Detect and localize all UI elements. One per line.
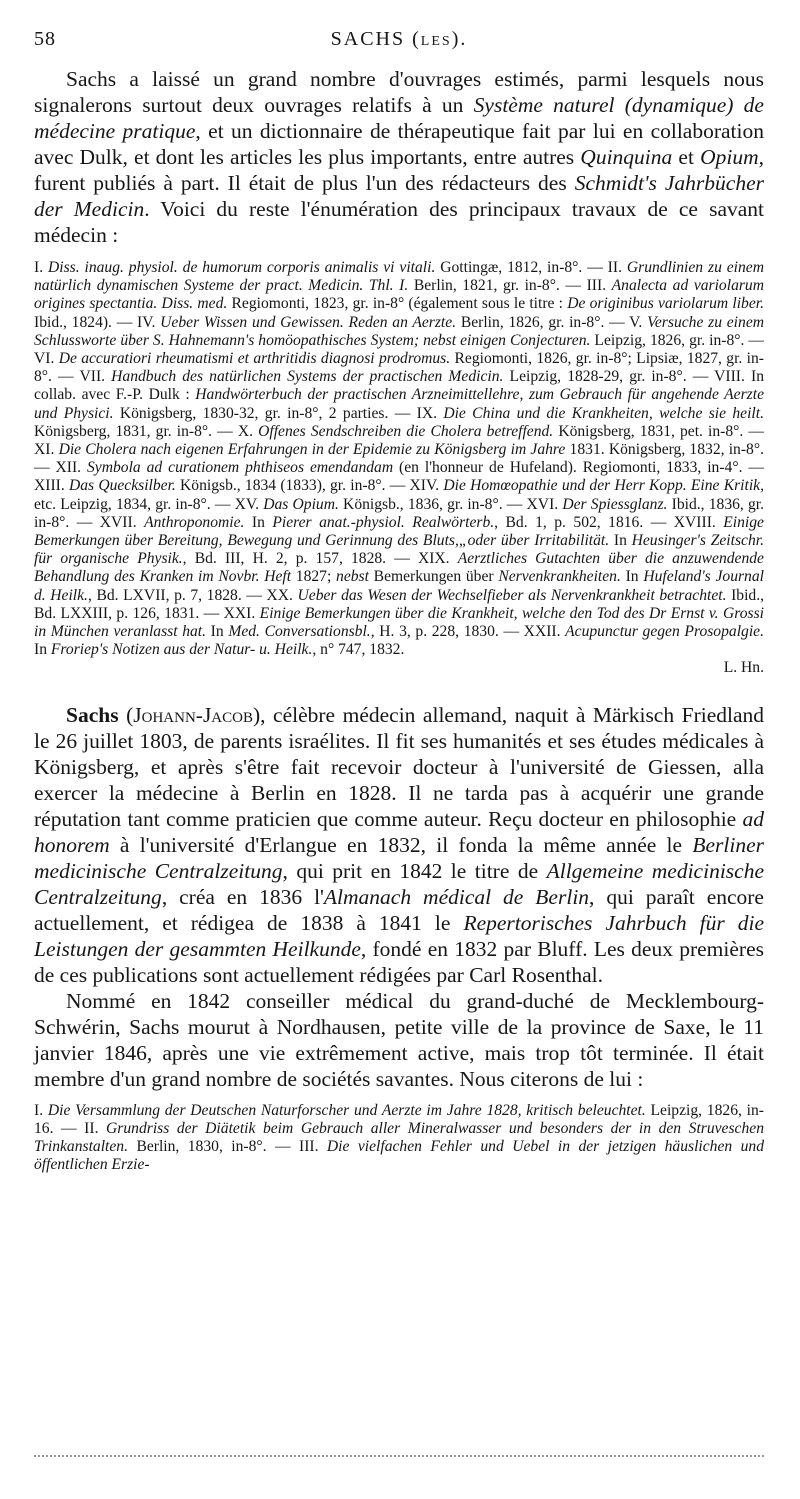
work-title: Allgemeine medicinische Centralzeitung: [34, 858, 764, 909]
page-header: [34, 0, 764, 58]
text-run: Leipzig, 1826, in-16. — II.: [34, 1101, 764, 1137]
work-title: Quinquina: [580, 145, 673, 169]
work-title: Grundriss der Diätetik beim Gebrauch aller Mineralwasser und besonders der in den Struveschen Trinkanstalten.: [34, 1119, 764, 1156]
text-run: In: [620, 568, 644, 586]
work-title: Der Spiessglanz.: [562, 495, 668, 513]
work-title: Acupunctur gegen Prosopalgie.: [565, 623, 764, 641]
work-title: Die Cholera nach eigenen Erfahrungen in der Epidemie zu Königsberg im Jahre: [58, 441, 566, 459]
work-title: Système naturel (dynamique) de médecine pratique: [34, 93, 764, 143]
work-title: Nervenkrankheiten.: [498, 568, 621, 586]
work-title: Grundlinien zu einem natürlich dynamischen Systeme der pract. Medicin. Thl. I.: [34, 259, 764, 295]
work-title: Anthroponomie.: [144, 513, 245, 531]
page-number: 58: [34, 28, 56, 50]
work-title: Hufeland's Journal d. Heilk.: [34, 568, 764, 604]
text-run: Gottingæ, 1812, in-8°. — II.: [435, 259, 627, 276]
text-run: Regiomonti, 1826, gr. in-8°; Lipsiæ, 1827, gr. in-8°. — VII.: [34, 350, 764, 386]
text-run: 1831. Königsberg, 1832, in-8°. — XII.: [34, 441, 764, 477]
text-run: , Bd. LXVII, p. 7, 1828. — XX.: [87, 586, 298, 604]
text-run: Ibid., 1824). — IV.: [34, 313, 161, 331]
work-title: Heusinger's Zeitschr. für organische Physik.: [34, 532, 764, 568]
work-title: Analecta ad variolarum origines spectantia. Diss. med.: [34, 277, 764, 313]
work-title: nebst: [336, 568, 369, 586]
text-run: Königsberg, 1831, pet. in-8°. — XI.: [34, 422, 764, 459]
running-head-name: SACHS: [330, 28, 406, 50]
work-title: Versuche zu einem Schlussworte über S. Hahnemann's homöopathisches System; nebst einigen Conjecturen.: [34, 313, 764, 349]
text-run: , furent publiés à part. Il était de plus l'un des rédacteurs des: [34, 145, 764, 195]
text-run: Berlin, 1830, in-8°. — III.: [128, 1138, 327, 1156]
entry1-paragraph: [34, 66, 764, 248]
text-run: et: [672, 145, 701, 169]
work-title: Med. Conversationsbl.: [228, 623, 371, 641]
work-title: Froriep's Notizen aus der Natur- u. Heilk.: [50, 641, 313, 659]
text-run: (en l'honneur de Hufeland). Regiomonti, 1833, in-4°. — XIII.: [34, 459, 764, 495]
text-run: In: [609, 532, 632, 550]
text-run: . Voici du reste l'énumération des principaux travaux de ce savant médecin :: [34, 197, 765, 247]
text-run: Leipzig, 1826, gr. in-8°. — VI.: [34, 331, 764, 368]
work-title: Aerztliches Gutachten über die anzuwendende Behandlung des Kranken im Novbr. Heft: [34, 550, 764, 586]
text-run: à l'université d'Erlangue en 1832, il fonda la même année le: [109, 832, 693, 857]
work-title: Einige Bemerkungen über die Krankheit, welche den Tod des Dr Ernst v. Grossi in München veranlasst hat.: [34, 604, 764, 641]
text-run: , qui paraît encore actuellement, et rédigea de 1838 à 1841 le: [34, 884, 764, 935]
text-run: Ibid., Bd. LXXIII, p. 126, 1831. — XXI.: [34, 586, 764, 622]
author-signature: L. Hn.: [723, 659, 764, 677]
text-run: Sachs a laissé un grand nombre d'ouvrages estimés, parmi lesquels nous signalerons surtout deux ouvrages relatifs à un: [34, 67, 764, 117]
text-run: Königsb., 1836, gr. in-8°. — XVI.: [338, 495, 563, 513]
entry1-bibliography: [34, 259, 764, 659]
work-title: Ueber das Wesen der Wechselfieber als Nervenkrankheit betrachtet.: [297, 586, 727, 604]
work-title: Die Versammlung der Deutschen Naturforscher und Aerzte im Jahre 1828, kritisch beleuchtet.: [47, 1101, 646, 1119]
text-run: Berlin, 1821, gr. in-8°. — III.: [408, 277, 612, 295]
work-title: Berliner medicinische Centralzeitung: [34, 832, 764, 883]
work-title: Die vielfachen Fehler und Uebel in der jetzigen häuslichen und öffentlichen Erzie-: [34, 1138, 764, 1174]
text-run: , créa en 1836 l': [161, 884, 324, 909]
text-run: Königsb., 1834 (1833), gr. in-8°. — XIV.: [175, 477, 444, 495]
work-title: Handwörterbuch der practischen Arzneimittellehre, zum Gebrauch für angehende Aerzte und Physici.: [34, 386, 764, 422]
text-run: Königsberg, 1831, gr. in-8°. — X.: [34, 422, 259, 440]
text-run: , et un dictionnaire de thérapeutique fait par lui en collaboration avec Dulk, et dont les articles les plus importants, entre autres: [34, 119, 765, 169]
text-run: I.: [34, 259, 48, 276]
text-run: , Bd. III, H. 2, p. 157, 1828. — XIX.: [182, 550, 458, 568]
work-title: Das Quecksilber.: [68, 477, 176, 495]
text-run: , célèbre médecin allemand, naquit à Märkisch Friedland le 26 juillet 1803, de parents israélites. Il fit ses humanités et ses études médicales à Königsberg, et après s'être fait recevoir docteur à l'université de Giessen, alla exercer la médecine à Berlin en 1828. Il ne tarda pas à acquérir une grande réputation tant comme praticien que comme auteur. Reçu docteur en philosophie: [34, 702, 765, 831]
work-title: Offenes Sendschreiben die Cholera betreffend.: [258, 422, 554, 440]
work-title: Handbuch des natürlichen Systems der practischen Medicin.: [111, 368, 504, 386]
work-title: Schmidt's Jahrbücher der Medicin: [34, 171, 764, 221]
emphasis: ad honorem: [34, 806, 764, 857]
entry2-bibliography: [34, 1102, 764, 1175]
page-footer-rule: [34, 1455, 764, 1457]
work-title: De accuratiori rheumatismi et arthritidis diagnosi prodromus.: [58, 350, 451, 368]
text-run: , H. 3, p. 228, 1830. — XXII.: [370, 623, 566, 641]
running-head: SACHS (LES).: [330, 28, 468, 50]
text-run: Berlin, 1826, gr. in-8°. — V.: [456, 313, 648, 331]
work-title: Opium: [700, 145, 759, 169]
work-title: Almanach médical de Berlin: [323, 884, 590, 909]
work-title: Die Homœopathie und der Herr Kopp. Eine Kritik,: [443, 477, 764, 495]
entry2-paragraph-2: Nommé en 1842 conseiller médical du grand-duché de Mecklembourg-Schwérin, Sachs mourut à Nordhausen, petite ville de la province de Saxe, le 11 janvier 1846, après une vie extrêmement active, mais trop tôt terminée. Il était membre d'un grand nombre de sociétés savantes. Nous citerons de lui :: [34, 988, 764, 1091]
text-run: etc. Leipzig, 1834, gr. in-8°. — XV.: [34, 495, 264, 513]
text-run: , qui prit en 1842 le titre de: [282, 858, 547, 883]
text-run: , fondé en 1832 par Bluff. Les deux premières de ces publications sont actuellement rédigées par Carl Rosenthal.: [34, 936, 764, 987]
text-run: Leipzig, 1828-29, gr. in-8°. — VIII. In collab. avec F.-P. Dulk :: [34, 368, 765, 404]
text-run: I.: [34, 1101, 48, 1119]
text-run: , Bd. 1, p. 502, 1816. — XVIII.: [494, 513, 724, 531]
text-run: , n° 747, 1832.: [312, 641, 405, 659]
work-title: De originibus variolarum liber.: [567, 295, 764, 313]
entry-given-names: (Johann-Jacob): [126, 702, 261, 727]
work-title: Symbola ad curationem phthiseos emendandam: [87, 459, 394, 477]
text-run: In: [244, 513, 273, 531]
work-title: Die China und die Krankheiten, welche sie heilt.: [443, 404, 764, 422]
text-run: 1827;: [291, 568, 337, 586]
work-title: Einige Bemerkungen über Bereitung, Bewegung und Gerinnung des Bluts,„oder über Irritabilität.: [34, 513, 764, 550]
text-run: Bemerkungen über: [368, 568, 499, 586]
work-title: Repertorisches Jahrbuch für die Leistungen der gesammten Heilkunde: [34, 910, 764, 961]
work-title: Pierer anat.-physiol. Realwörterb.: [272, 513, 495, 531]
work-title: Das Opium.: [263, 495, 339, 513]
text-run: Ibid., 1836, gr. in-8°. — XVII.: [34, 495, 765, 531]
entry2-paragraph: [34, 702, 764, 988]
text-run: Königsberg, 1830-32, gr. in-8°, 2 parties. — IX.: [113, 404, 444, 422]
running-head-suffix: LES: [420, 34, 452, 49]
text-run: Regiomonti, 1823, gr. in-8° (également sous le titre :: [227, 295, 568, 313]
text-run: In: [206, 623, 229, 641]
text-run: In: [34, 641, 51, 659]
entry-headword: Sachs: [66, 702, 119, 727]
work-title: Ueber Wissen und Gewissen. Reden an Aerzte.: [160, 313, 457, 331]
document-page: [34, 0, 764, 1174]
work-title: Diss. inaug. physiol. de humorum corporis animalis vi vitali.: [47, 259, 436, 276]
